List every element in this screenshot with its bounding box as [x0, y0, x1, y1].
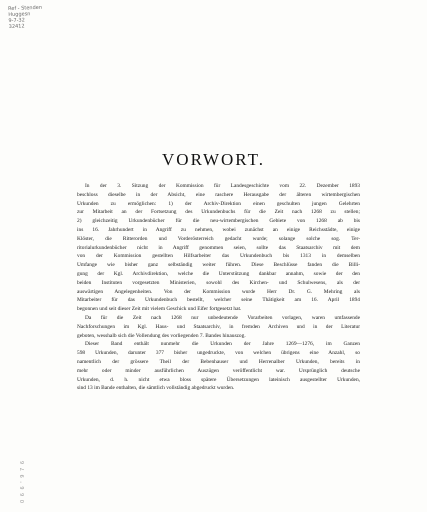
- text-line: namentlich der grössere Theil der Bebenhauser und Herrenalber Urkunden, bereits in: [77, 358, 360, 365]
- margin-note-line: 32412: [8, 23, 25, 30]
- text-line: begonnen und seit dieser Zeit mit vielem Geschick und Eifer fortgesetzt hat.: [77, 306, 242, 313]
- library-stamp: [20, 445, 30, 505]
- text-line: sind 13 im Bande enthalten, die sämtlich vollständig abgedruckt wurden.: [77, 385, 235, 392]
- text-line: Umfange wie bisher ganz selbständig weiter führen. Diese Beschlüsse fanden die Billi-: [77, 262, 360, 269]
- text-line: Nachforschungen im Kgl. Haus- und Staatsarchiv, in fremden Archiven und in der Literatur: [77, 323, 360, 330]
- preface-body: [77, 182, 360, 393]
- text-line: geboten, wesshalb sich die Vollendung des vorliegenden 7. Bandes hinauszog.: [77, 332, 246, 339]
- text-line: zur Mitarbeit an der Fortsetzung des Urkundenbuchs für die Zeit nach 1268 zu stellen;: [77, 209, 360, 216]
- page-title: VORWORT.: [162, 150, 265, 169]
- text-line: von der Kommission gestellten Hilfsarbeiter das Urkundenbuch bis 1313 in demselben: [77, 253, 360, 260]
- text-line: Klöster, die Ritterorden und Vorderösterreich gedacht wurde; solange solche sog. Ter-: [77, 235, 360, 242]
- margin-note-line: Ref - Stenden: [8, 4, 43, 12]
- text-line: auswärtigen Angelegenheiten. Von der Kommission wurde Herr Dr. G. Mehring als: [77, 288, 360, 295]
- text-line: gung der Kgl. Archivdirektion, welche die Unterstützung dankbar annahm, sowie der den: [77, 270, 360, 277]
- text-line: beschloss dieselbe in der Absicht, eine raschere Herausgabe der älteren wirtembergischen: [77, 191, 360, 198]
- text-line: Urkunden zu ermöglichen: 1) der Archiv-Direktion einen geschulten jungen Gelehrten: [77, 200, 360, 207]
- text-line: beiden Instituten vorgesetzten Ministerien, sowohl des Kirchen- und Schulwesens, als der: [77, 279, 360, 286]
- text-line: 598 Urkunden, darunter 377 bisher ungedruckte, von welchen übrigens eine Anzahl, so: [77, 350, 360, 357]
- margin-note-line: 9-7-32: [8, 17, 25, 24]
- stamp-text: 0 6 6 ' 9 7 6: [20, 460, 26, 503]
- text-line: Da für die Zeit nach 1268 nur unbedeutende Vorarbeiten vorlagen, waren umfassende: [85, 314, 360, 321]
- text-line: mehr oder minder ausführlichen Auszügen veröffentlicht war. Ursprünglich deutsche: [77, 367, 360, 374]
- margin-note-line: Huggesn: [8, 11, 31, 18]
- text-line: ins 16. Jahrhundert in Angriff zu nehmen, wobei zunächst an einige Reichsstädte, einige: [77, 226, 360, 233]
- text-line: Dieser Band enthält nunmehr die Urkunden der Jahre 1269—1276, im Ganzen: [85, 341, 360, 348]
- text-line: In der 3. Sitzung der Kommission für Landesgeschichte vom 22. Dezember 1893: [85, 183, 360, 189]
- text-line: ritorialurkundenbücher nicht in Angriff genommen seien, sollte das Staatsarchiv mit dem: [77, 244, 360, 251]
- handwritten-margin-note: [8, 4, 53, 30]
- text-line: Urkunden, d. h. nicht etwa bloss spätere Übersetzungen lateinisch ausgestellter Urkunden,: [77, 376, 360, 383]
- text-line: Mitarbeiter für das Urkundenbuch bestellt, welcher seine Thätigkeit am 16. April 1894: [77, 297, 360, 304]
- text-line: 2) gleichzeitig Urkundenbücher für die neu-wirtembergischen Gebiete von 1268 ab bis: [77, 218, 360, 225]
